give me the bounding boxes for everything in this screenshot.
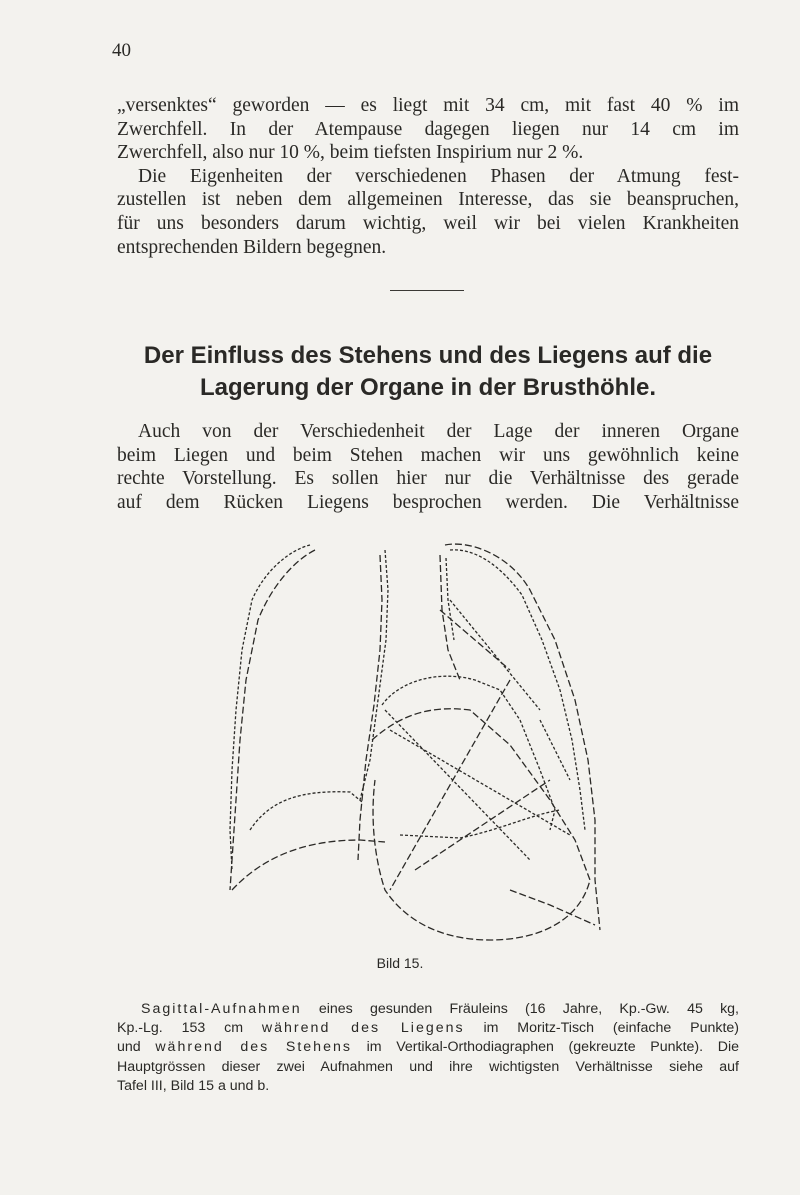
- axis-line: [450, 600, 540, 710]
- diaphragm-standing-left: [232, 840, 385, 890]
- axis-line: [390, 680, 510, 890]
- text-line: beim Liegen und beim Stehen machen wir uns gewöhnlich keine: [117, 444, 739, 466]
- diaphragm-lying-left: [250, 792, 362, 830]
- section-heading-line-1: Der Einfluss des Stehens und des Liegens auf die: [143, 342, 713, 369]
- lung-outline-standing-right: [445, 544, 600, 930]
- caption-emphasis: Sagittal-Aufnahmen: [141, 1001, 302, 1017]
- page-number: 40: [112, 40, 131, 61]
- lung-outline-lying-left-inner: [360, 550, 388, 800]
- axis-line: [415, 780, 550, 870]
- caption-line: Hauptgrössen dieser zwei Aufnahmen und ihre wichtigsten Verhältnisse siehe auf: [117, 1058, 739, 1075]
- caption-line: [117, 1019, 739, 1038]
- axis-line: [540, 720, 570, 780]
- heart-outline-standing: [372, 709, 590, 940]
- caption-text: Kp.-Lg. 153 cm: [117, 1020, 262, 1037]
- orthodiagram-figure: [210, 530, 650, 950]
- paragraph-position: [117, 420, 739, 514]
- text-line: Zwerchfell, also nur 10 %, beim tiefsten Inspirium nur 2 %.: [117, 142, 584, 164]
- figure-label: Bild 15.: [376, 955, 424, 971]
- text-line: für uns besonders darum wichtig, weil wir bei vielen Krankheiten: [117, 212, 739, 234]
- text-line: „versenktes“ geworden — es liegt mit 34 cm, mit fast 40 % im: [117, 95, 739, 116]
- figure-caption: [117, 1000, 739, 1096]
- diaphragm-standing-right: [510, 890, 595, 925]
- text-line: zustellen ist neben dem allgemeinen Interesse, das sie beanspruchen,: [117, 189, 739, 211]
- lung-outline-right-inner: [440, 555, 460, 680]
- lung-outline-right-inner-lying: [446, 558, 454, 640]
- section-divider: [390, 290, 464, 291]
- caption-text: im Vertikal-Orthodiagraphen (gekreuzte Punkte). Die: [351, 1039, 739, 1056]
- caption-emphasis: während des Stehens: [155, 1039, 352, 1056]
- lung-outline-lying-right: [450, 550, 585, 830]
- text-line: rechte Vorstellung. Es sollen hier nur die Verhältnisse des gerade: [117, 468, 739, 490]
- diaphragm-lying-right: [400, 810, 560, 838]
- caption-text: und: [117, 1039, 156, 1056]
- lung-outline-standing-left-inner: [358, 555, 382, 860]
- caption-line: Tafel III, Bild 15 a und b.: [117, 1077, 270, 1094]
- lung-outline-standing-left: [230, 550, 315, 890]
- text-line: auf dem Rücken Liegens besprochen werden. Die Verhältnisse: [117, 491, 739, 513]
- section-heading-line-2: Lagerung der Organe in der Brusthöhle.: [199, 374, 657, 401]
- caption-emphasis: während des Liegens: [261, 1020, 465, 1037]
- caption-text: im Moritz-Tisch (einfache Punkte): [464, 1020, 739, 1037]
- caption-text: eines gesunden Fräuleins (16 Jahre, Kp.-Gw. 45 kg,: [301, 1001, 739, 1017]
- text-line: Auch von der Verschiedenheit der Lage der inneren Organe: [138, 421, 739, 442]
- text-line: entsprechenden Bildern begegnen.: [117, 236, 387, 258]
- text-line: Die Eigenheiten der verschiedenen Phasen der Atmung fest-: [138, 165, 739, 187]
- text-line: Zwerchfell. In der Atempause dagegen liegen nur 14 cm im: [117, 118, 739, 140]
- axis-line: [440, 610, 510, 670]
- caption-line: [117, 1000, 739, 1019]
- caption-line: [117, 1038, 739, 1057]
- lung-outline-lying-left: [230, 545, 310, 870]
- axis-line: [390, 730, 570, 835]
- paragraph-breathing: [117, 94, 739, 259]
